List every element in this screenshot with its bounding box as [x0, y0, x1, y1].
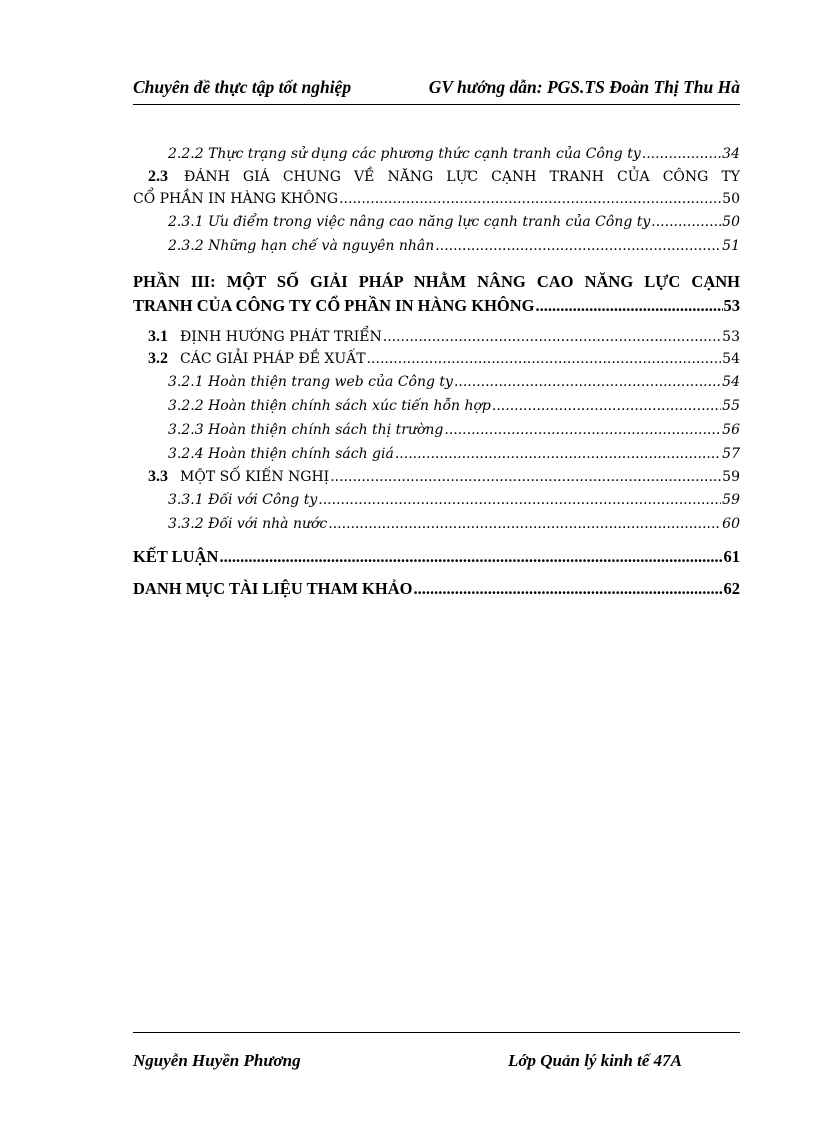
- toc-entry-3-2-4[interactable]: 3.2.4 Hoàn thiện chính sách giá ..... 57: [133, 442, 740, 466]
- toc-leader: [339, 188, 721, 210]
- toc-page-number: 50: [722, 214, 740, 230]
- toc-leader: [435, 234, 721, 258]
- toc-leader: [536, 294, 723, 318]
- toc-page-number: 60: [722, 516, 740, 532]
- toc-page-number: 57: [722, 446, 740, 462]
- toc-leader: [651, 210, 721, 234]
- toc-leader: [413, 578, 722, 600]
- header-advisor: GV hướng dẫn: PGS.TS Đoàn Thị Thu Hà: [428, 77, 740, 97]
- toc-entry-2-3[interactable]: 2.3 ĐÁNH GIÁ CHUNG VỀ NĂNG LỰC CẠNH TRANH CỦA CÔNG TY CỔ PHẦN IN HÀNG KHÔNG ..... 50: [133, 166, 740, 210]
- toc-page-number: 59: [722, 492, 740, 508]
- toc-entry-2-2-2[interactable]: 2.2.2 Thực trạng sử dụng các phương thức cạnh tranh của Công ty ..... 34: [133, 142, 740, 166]
- toc-section-number: 3.2: [148, 350, 168, 367]
- toc-page-number: 50: [722, 191, 740, 207]
- toc-page-number: 56: [722, 422, 740, 438]
- toc-page-number: 59: [722, 469, 740, 485]
- header-title: Chuyên đề thực tập tốt nghiệp: [133, 77, 352, 97]
- toc-leader: [383, 326, 721, 348]
- footer-author: Nguyễn Huyền Phương: [133, 1051, 301, 1070]
- toc-page-number: 61: [723, 547, 740, 566]
- toc-section-number: 3.3: [148, 468, 168, 485]
- toc-leader: [454, 370, 721, 394]
- toc-leader: [444, 418, 721, 442]
- toc-page-number: 51: [722, 238, 740, 254]
- toc-entry-3-3-1[interactable]: 3.3.1 Đối với Công ty ..... 59: [133, 488, 740, 512]
- page-header: [133, 74, 740, 105]
- table-of-contents: [133, 142, 740, 600]
- footer-class: Lớp Quản lý kinh tế 47A: [508, 1051, 682, 1070]
- toc-entry-2-3-2[interactable]: 2.3.2 Những hạn chế và nguyên nhân ..... 51: [133, 234, 740, 258]
- toc-entry-3-3-2[interactable]: 3.3.2 Đối với nhà nước ..... 60: [133, 512, 740, 536]
- toc-leader: [367, 348, 722, 370]
- toc-leader: [395, 442, 721, 466]
- toc-page-number: 34: [722, 146, 740, 162]
- toc-entry-2-3-1[interactable]: 2.3.1 Ưu điểm trong việc nâng cao năng lực cạnh tranh của Công ty ..... 50: [133, 210, 740, 234]
- toc-page-number: 54: [722, 351, 740, 367]
- toc-entry-3-1[interactable]: 3.1 ĐỊNH HƯỚNG PHÁT TRIỂN ..... 53: [133, 326, 740, 348]
- toc-section-number: 2.3: [148, 168, 168, 185]
- toc-leader: [219, 546, 722, 568]
- toc-entry-part-3[interactable]: PHẦN III: MỘT SỐ GIẢI PHÁP NHẰM NÂNG CAO NĂNG LỰC CẠNH TRANH CỦA CÔNG TY CỔ PHẦN IN HÀNG KHÔNG ..... 53: [133, 270, 740, 318]
- toc-entry-conclusion[interactable]: KẾT LUẬN ..... 61: [133, 546, 740, 568]
- toc-leader: [318, 488, 721, 512]
- toc-page-number: 53: [723, 296, 740, 315]
- toc-page-number: 55: [722, 398, 740, 414]
- toc-entry-references[interactable]: DANH MỤC TÀI LIỆU THAM KHẢO ..... 62: [133, 578, 740, 600]
- toc-section-number: 3.1: [148, 328, 168, 345]
- toc-page-number: 62: [723, 579, 740, 598]
- toc-leader: [330, 466, 721, 488]
- toc-leader: [328, 512, 721, 536]
- toc-entry-3-3[interactable]: 3.3 MỘT SỐ KIẾN NGHỊ ..... 59: [133, 466, 740, 488]
- toc-page-number: 54: [722, 374, 740, 390]
- toc-entry-3-2-2[interactable]: 3.2.2 Hoàn thiện chính sách xúc tiến hỗn hợp ..... 55: [133, 394, 740, 418]
- toc-entry-3-2-3[interactable]: 3.2.3 Hoàn thiện chính sách thị trường ..... 56: [133, 418, 740, 442]
- footer-divider: [133, 1032, 740, 1033]
- toc-leader: [642, 142, 721, 166]
- toc-leader: [492, 394, 721, 418]
- toc-page-number: 53: [722, 329, 740, 345]
- toc-entry-3-2-1[interactable]: 3.2.1 Hoàn thiện trang web của Công ty ..... 54: [133, 370, 740, 394]
- toc-entry-3-2[interactable]: 3.2 CÁC GIẢI PHÁP ĐỀ XUẤT ..... 54: [133, 348, 740, 370]
